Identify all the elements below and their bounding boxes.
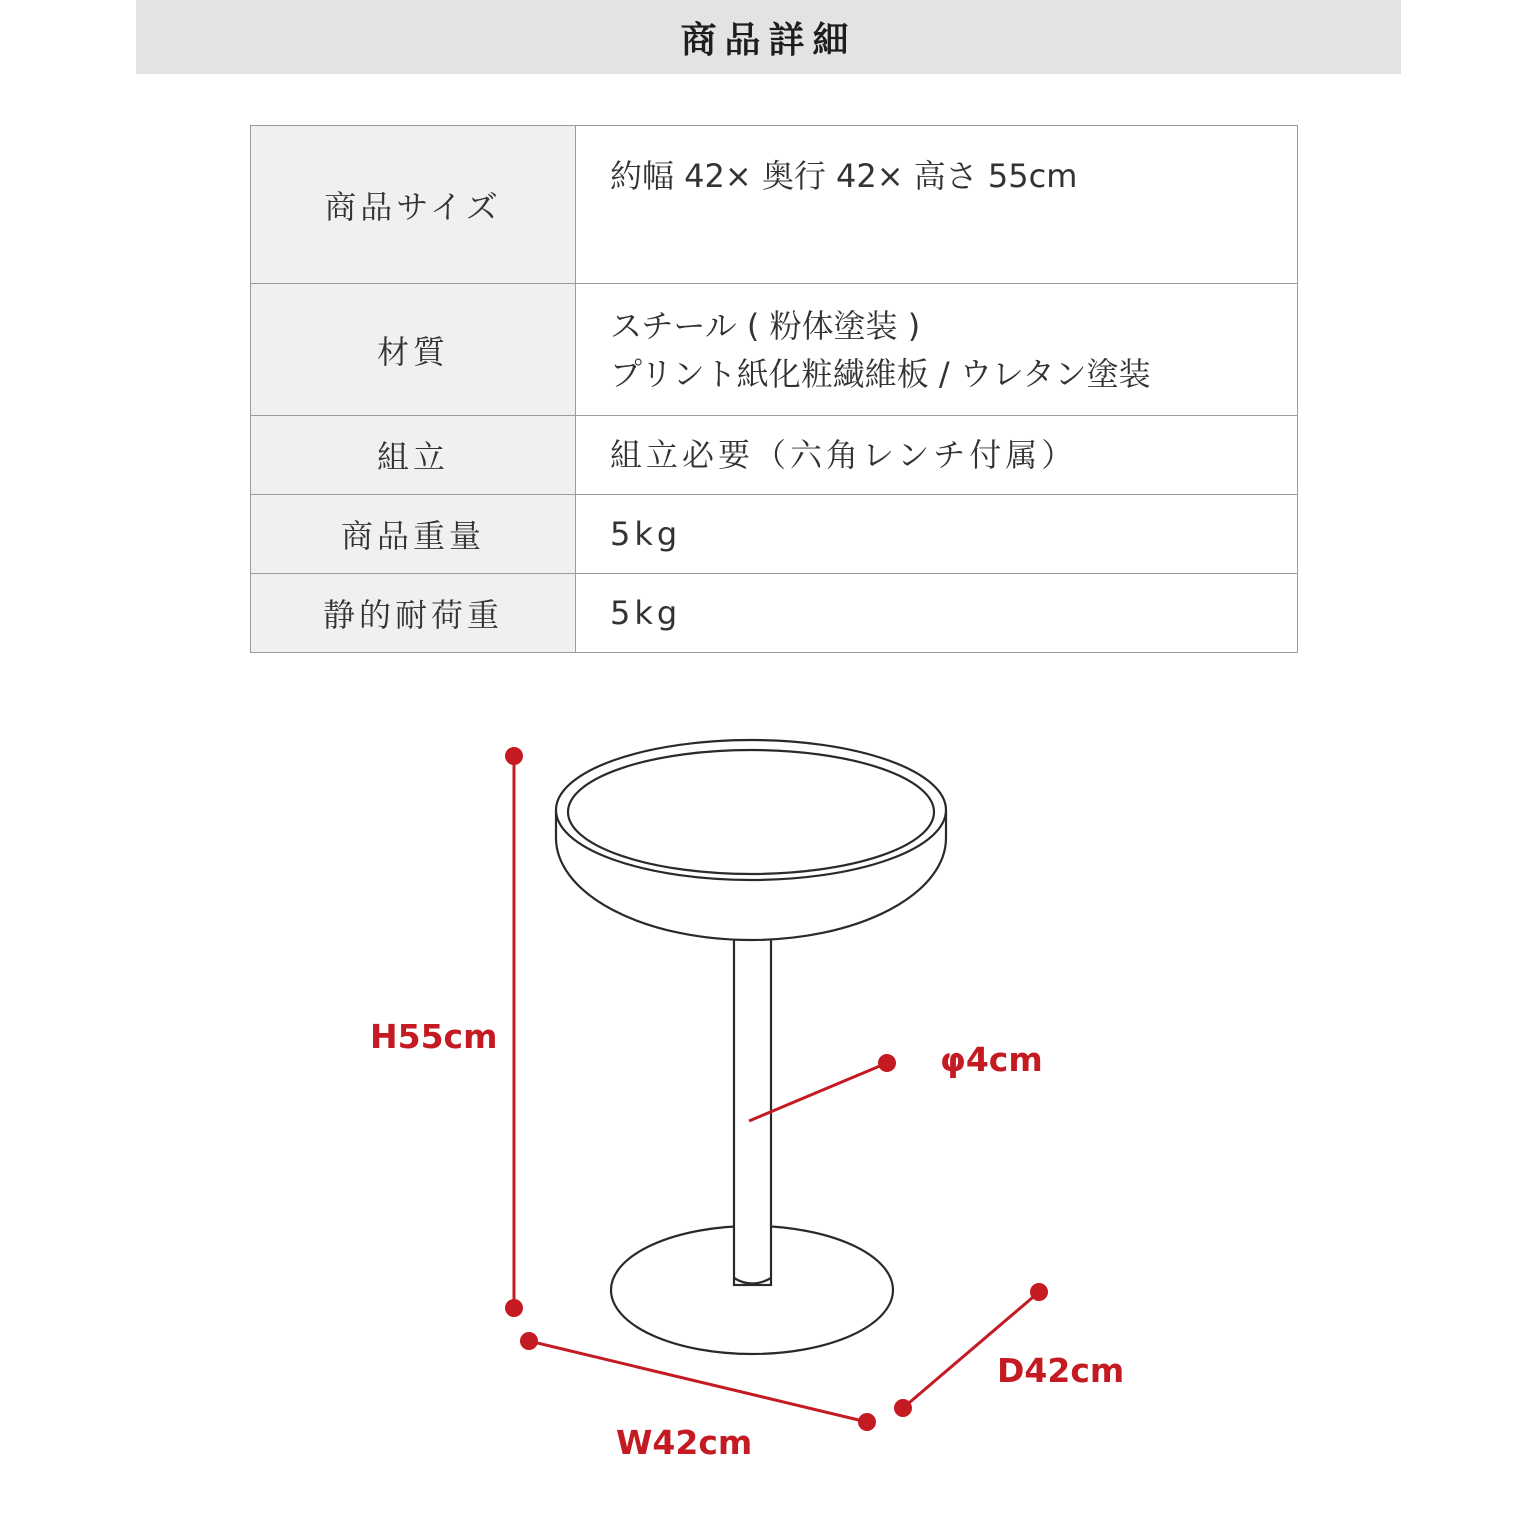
spec-label-load: 静的耐荷重 bbox=[251, 574, 576, 653]
side-table-drawing bbox=[556, 740, 946, 1354]
width-right-dot bbox=[860, 1415, 875, 1430]
spec-value-weight: 5kg bbox=[576, 495, 1298, 574]
height-bottom-dot bbox=[507, 1301, 522, 1316]
tabletop-surface bbox=[556, 740, 946, 880]
page-title: 商品詳細 bbox=[680, 19, 857, 61]
spec-label-assembly: 組立 bbox=[251, 416, 576, 495]
depth-back-dot bbox=[1032, 1285, 1047, 1300]
height-label: H55cm bbox=[370, 1017, 498, 1056]
depth-dimension-line bbox=[903, 1292, 1039, 1408]
width-left-dot bbox=[522, 1334, 537, 1349]
spec-label-weight: 商品重量 bbox=[251, 495, 576, 574]
depth-label: D42cm bbox=[997, 1351, 1125, 1390]
spec-value-assembly: 組立必要（六角レンチ付属） bbox=[576, 416, 1298, 495]
depth-front-dot bbox=[896, 1401, 911, 1416]
spec-value-load: 5kg bbox=[576, 574, 1298, 653]
pole-leader-dot bbox=[880, 1056, 895, 1071]
height-top-dot bbox=[507, 749, 522, 764]
material-line-2: プリント紙化粧繊維板 / ウレタン塗装 bbox=[610, 354, 1151, 393]
table-pole bbox=[734, 920, 771, 1285]
width-dimension-line bbox=[529, 1341, 867, 1422]
spec-label-material: 材質 bbox=[251, 284, 576, 416]
pole-diameter-label: φ4cm bbox=[940, 1040, 1043, 1079]
width-label: W42cm bbox=[616, 1423, 753, 1462]
material-line-1: スチール ( 粉体塗装 ) bbox=[610, 306, 921, 345]
spec-value-size: 約幅 42× 奥行 42× 高さ 55cm bbox=[576, 126, 1298, 284]
spec-label-size: 商品サイズ bbox=[251, 126, 576, 284]
